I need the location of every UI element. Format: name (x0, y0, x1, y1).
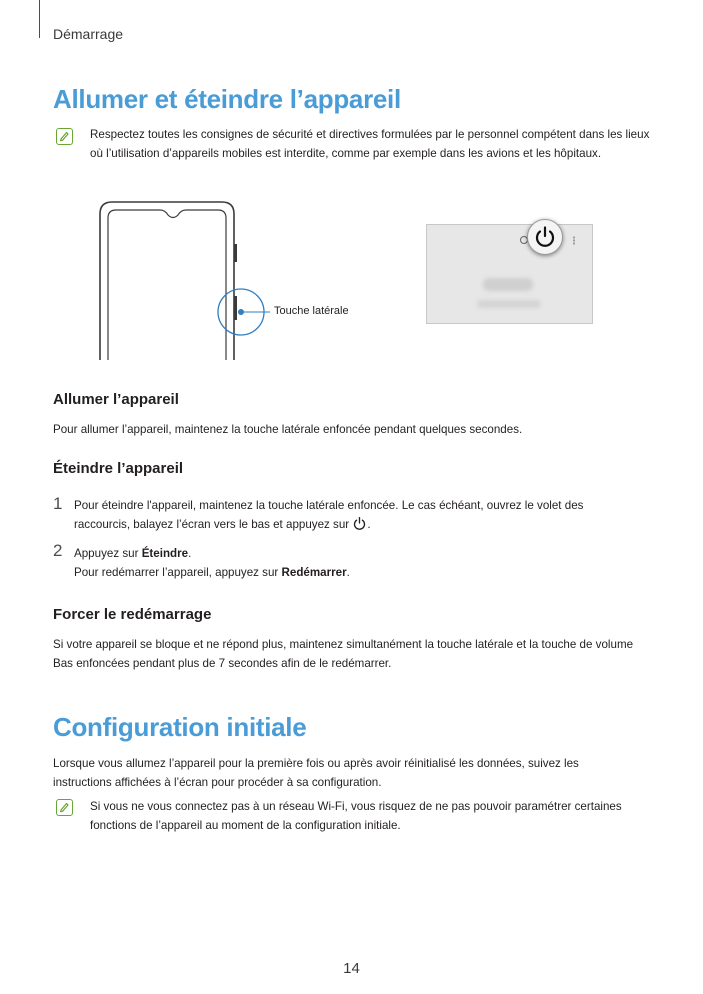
note-wifi: Si vous ne vous connectez pas à un réseau Wi-Fi, vous risquez de ne pas pouvoir paramétrer certaines fonctions de l’appareil au moment de la configuration initiale. (90, 800, 622, 832)
blurred-clock (483, 278, 533, 291)
step-2-end-a: . (188, 547, 192, 560)
power-on-text: Pour allumer l’appareil, maintenez la touche latérale enfoncée pendant quelques secondes. (53, 423, 523, 436)
phone-side-key-illustration (95, 196, 370, 360)
subheading-force-restart: Forcer le redémarrage (53, 606, 212, 623)
step-2-bold-turn-off: Éteindre (141, 547, 189, 560)
step-number: 1 (53, 494, 63, 513)
step-number: 2 (53, 541, 63, 560)
step-2-text (74, 544, 654, 582)
note-icon (56, 799, 73, 816)
subheading-power-off: Éteindre l’appareil (53, 460, 184, 477)
step-1-line-2: raccourcis, balayez l’écran vers le bas et appuyez sur (74, 518, 350, 531)
more-options-icon (573, 236, 575, 245)
step-1-end: . (367, 518, 371, 531)
power-icon (352, 516, 367, 531)
step-2-end-b: . (346, 566, 350, 579)
subheading-power-on: Allumer l’appareil (53, 391, 179, 408)
step-2-line-2: Pour redémarrer l’appareil, appuyez sur (74, 566, 279, 579)
callout-label-side-key: Touche latérale (274, 305, 349, 317)
initial-setup-text: Lorsque vous allumez l’appareil pour la première fois ou après avoir réinitialisé les données, suivez les instructions affichées à l’écran pour procéder à sa configuration. (53, 757, 579, 789)
step-1-text (74, 496, 654, 534)
header-rule (39, 0, 40, 38)
power-icon (527, 219, 563, 255)
step-1-line-1: Pour éteindre l'appareil, maintenez la touche latérale enfoncée. Le cas échéant, ouvrez le volet des (74, 499, 584, 512)
note-icon (56, 128, 73, 145)
blurred-date (477, 300, 541, 308)
lock-screen-illustration (426, 224, 593, 324)
force-restart-text: Si votre appareil se bloque et ne répond plus, maintenez simultanément la touche latérale et la touche de volume Bas enfoncées pendant plus de 7 secondes afin de le redémarrer. (53, 638, 634, 670)
page-number: 14 (343, 960, 360, 977)
section-title-power: Allumer et éteindre l’appareil (53, 84, 401, 114)
step-2-bold-restart: Redémarrer (281, 566, 347, 579)
step-2-line-1: Appuyez sur (74, 547, 139, 560)
section-title-initial-setup: Configuration initiale (53, 712, 307, 742)
header-section-label: Démarrage (53, 26, 124, 42)
note-safety: Respectez toutes les consignes de sécurité et directives formulées par le personnel compétent dans les lieux où l’utilisation d’appareils mobiles est interdite, comme par exemple dans les avions et les hôpitaux. (90, 128, 650, 160)
